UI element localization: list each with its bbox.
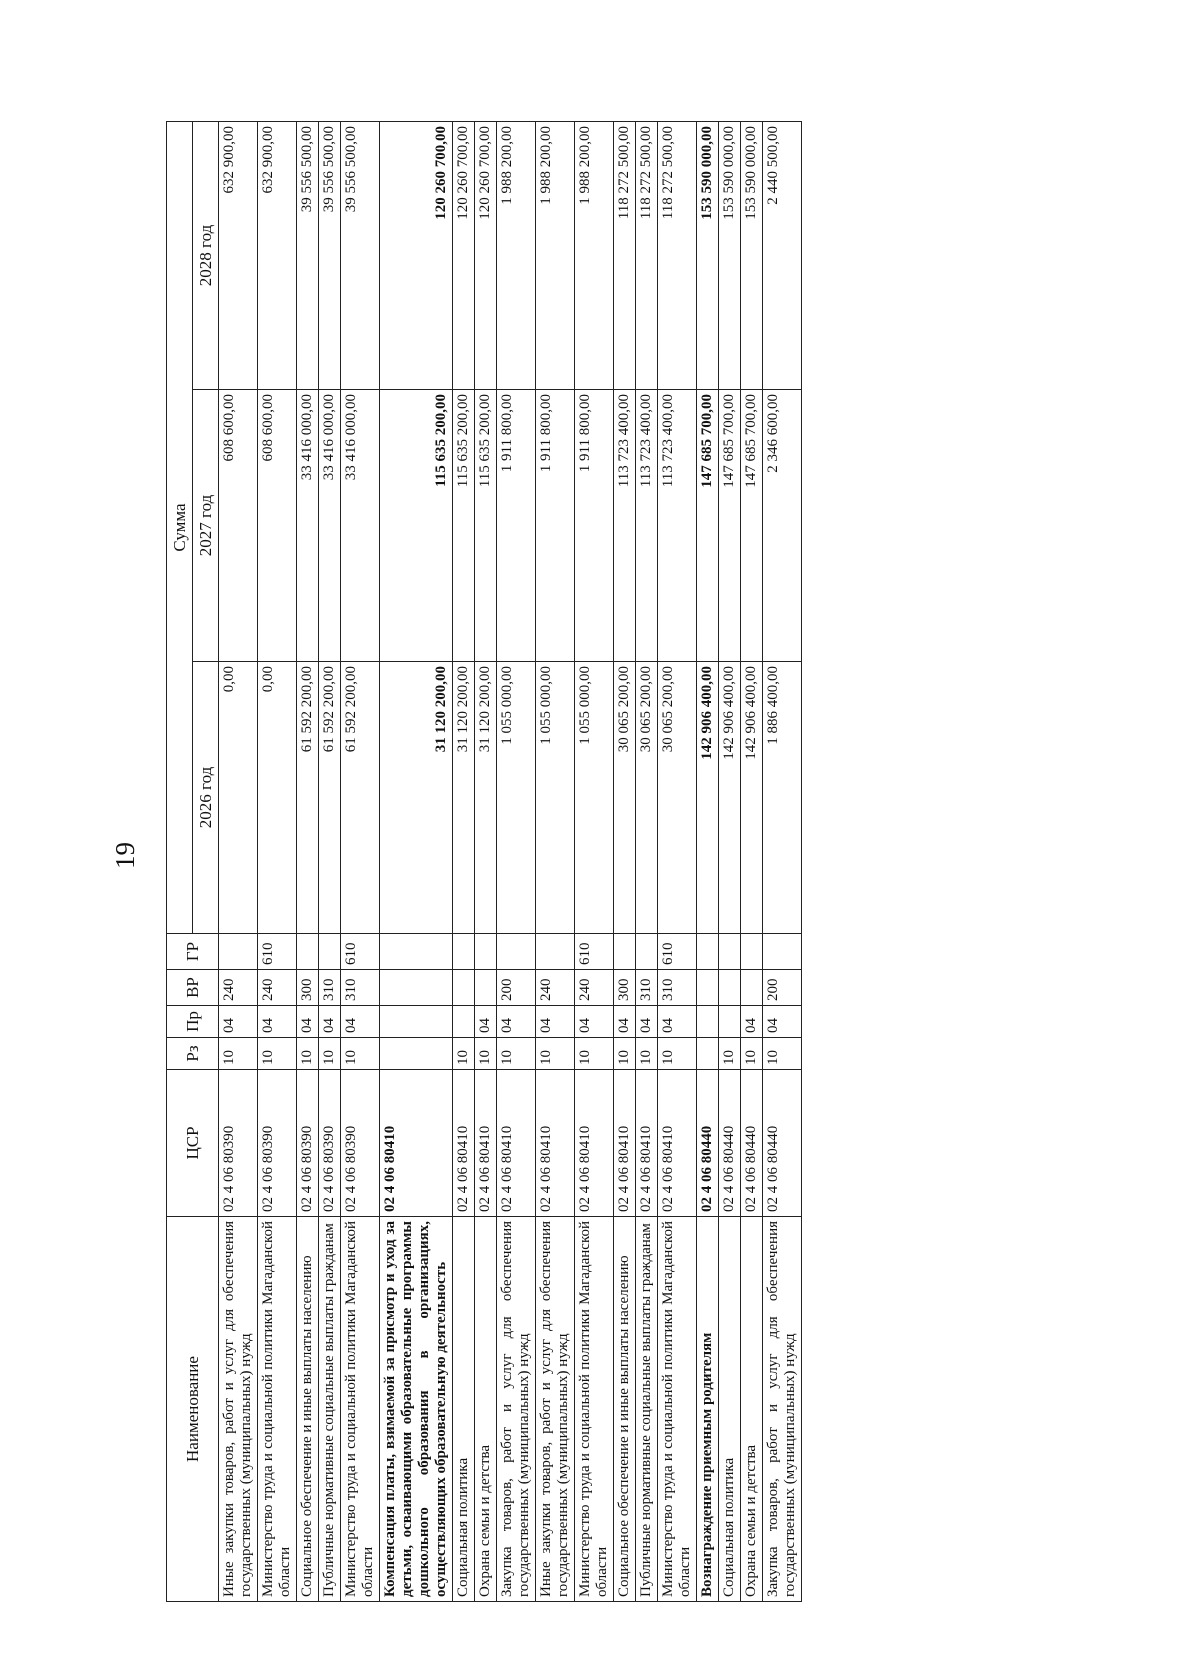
row-amount-2028: 1 988 200,00 [536, 122, 575, 390]
row-amount-2026: 1 055 000,00 [536, 662, 575, 934]
row-gr-cell [741, 934, 763, 970]
row-csr-cell: 02 4 06 80410 [614, 1070, 636, 1217]
header-year-2027: 2027 год [193, 390, 219, 662]
row-pr-cell: 04 [475, 1006, 497, 1038]
row-csr-cell: 02 4 06 80390 [319, 1070, 341, 1217]
row-amount-2026: 61 592 200,00 [341, 662, 380, 934]
row-amount-2028: 39 556 500,00 [297, 122, 319, 390]
row-name-cell: Министерство труда и социальной политики Магаданской области [258, 1217, 297, 1602]
row-amount-2027: 113 723 400,00 [636, 390, 658, 662]
row-pr-cell: 04 [763, 1006, 802, 1038]
table-row [258, 122, 297, 1602]
row-amount-2028: 1 988 200,00 [497, 122, 536, 390]
row-gr-cell [453, 934, 475, 970]
row-csr-cell: 02 4 06 80440 [763, 1070, 802, 1217]
row-name-cell: Вознаграждение приемным родителям [697, 1217, 719, 1602]
header-year-2026: 2026 год [193, 662, 219, 934]
row-rz-cell: 10 [497, 1038, 536, 1070]
row-amount-2027: 113 723 400,00 [658, 390, 697, 662]
row-csr-cell: 02 4 06 80390 [341, 1070, 380, 1217]
row-vr-cell [741, 970, 763, 1006]
row-vr-cell: 300 [297, 970, 319, 1006]
row-amount-2027: 115 635 200,00 [380, 390, 453, 662]
row-gr-cell: 610 [575, 934, 614, 970]
table-row [475, 122, 497, 1602]
row-amount-2027: 113 723 400,00 [614, 390, 636, 662]
row-rz-cell: 10 [741, 1038, 763, 1070]
row-amount-2027: 2 346 600,00 [763, 390, 802, 662]
row-vr-cell: 200 [497, 970, 536, 1006]
row-amount-2026: 31 120 200,00 [475, 662, 497, 934]
row-csr-cell: 02 4 06 80390 [258, 1070, 297, 1217]
row-amount-2026: 142 906 400,00 [741, 662, 763, 934]
row-rz-cell: 10 [575, 1038, 614, 1070]
row-csr-cell: 02 4 06 80390 [219, 1070, 258, 1217]
row-amount-2026: 1 886 400,00 [763, 662, 802, 934]
row-amount-2028: 632 900,00 [258, 122, 297, 390]
table-row [297, 122, 319, 1602]
row-amount-2027: 608 600,00 [219, 390, 258, 662]
row-pr-cell: 04 [536, 1006, 575, 1038]
row-name-cell: Иные закупки товаров, работ и услуг для обеспечения государственных (муниципальных) нужд [219, 1217, 258, 1602]
row-name-cell: Министерство труда и социальной политики Магаданской области [575, 1217, 614, 1602]
row-vr-cell [475, 970, 497, 1006]
row-rz-cell: 10 [297, 1038, 319, 1070]
row-amount-2027: 115 635 200,00 [453, 390, 475, 662]
row-amount-2028: 120 260 700,00 [380, 122, 453, 390]
row-csr-cell: 02 4 06 80390 [297, 1070, 319, 1217]
row-gr-cell [380, 934, 453, 970]
table-row [741, 122, 763, 1602]
row-vr-cell: 240 [258, 970, 297, 1006]
row-rz-cell: 10 [719, 1038, 741, 1070]
row-amount-2028: 120 260 700,00 [453, 122, 475, 390]
row-amount-2027: 1 911 800,00 [575, 390, 614, 662]
row-gr-cell [614, 934, 636, 970]
row-vr-cell: 310 [636, 970, 658, 1006]
row-amount-2028: 39 556 500,00 [319, 122, 341, 390]
row-vr-cell: 310 [319, 970, 341, 1006]
header-year-2028: 2028 год [193, 122, 219, 390]
header-gr: ГР [167, 934, 219, 970]
table-row [219, 122, 258, 1602]
row-amount-2027: 33 416 000,00 [341, 390, 380, 662]
row-csr-cell: 02 4 06 80410 [453, 1070, 475, 1217]
row-rz-cell: 10 [763, 1038, 802, 1070]
row-csr-cell: 02 4 06 80410 [475, 1070, 497, 1217]
row-amount-2026: 30 065 200,00 [636, 662, 658, 934]
row-name-cell: Публичные нормативные социальные выплаты гражданам [636, 1217, 658, 1602]
row-amount-2026: 1 055 000,00 [575, 662, 614, 934]
row-pr-cell: 04 [741, 1006, 763, 1038]
row-pr-cell: 04 [258, 1006, 297, 1038]
row-amount-2026: 30 065 200,00 [614, 662, 636, 934]
row-gr-cell [719, 934, 741, 970]
row-amount-2028: 153 590 000,00 [719, 122, 741, 390]
row-vr-cell: 240 [575, 970, 614, 1006]
table-row [497, 122, 536, 1602]
row-amount-2028: 632 900,00 [219, 122, 258, 390]
row-vr-cell [719, 970, 741, 1006]
row-vr-cell: 310 [658, 970, 697, 1006]
table-row [453, 122, 475, 1602]
row-csr-cell: 02 4 06 80410 [636, 1070, 658, 1217]
row-amount-2027: 147 685 700,00 [697, 390, 719, 662]
row-amount-2027: 147 685 700,00 [741, 390, 763, 662]
row-gr-cell [697, 934, 719, 970]
row-pr-cell: 04 [497, 1006, 536, 1038]
table-row [697, 122, 719, 1602]
row-vr-cell: 300 [614, 970, 636, 1006]
row-csr-cell: 02 4 06 80410 [497, 1070, 536, 1217]
row-name-cell: Министерство труда и социальной политики Магаданской области [658, 1217, 697, 1602]
row-pr-cell: 04 [658, 1006, 697, 1038]
row-name-cell: Охрана семьи и детства [475, 1217, 497, 1602]
row-csr-cell: 02 4 06 80440 [697, 1070, 719, 1217]
row-pr-cell [719, 1006, 741, 1038]
row-pr-cell: 04 [319, 1006, 341, 1038]
row-rz-cell: 10 [341, 1038, 380, 1070]
row-vr-cell: 200 [763, 970, 802, 1006]
row-amount-2027: 1 911 800,00 [536, 390, 575, 662]
row-gr-cell: 610 [258, 934, 297, 970]
row-amount-2027: 147 685 700,00 [719, 390, 741, 662]
row-vr-cell: 240 [536, 970, 575, 1006]
row-pr-cell: 04 [614, 1006, 636, 1038]
row-name-cell: Социальное обеспечение и иные выплаты населению [614, 1217, 636, 1602]
row-csr-cell: 02 4 06 80410 [575, 1070, 614, 1217]
row-gr-cell [536, 934, 575, 970]
row-name-cell: Охрана семьи и детства [741, 1217, 763, 1602]
row-amount-2028: 118 272 500,00 [636, 122, 658, 390]
row-amount-2028: 1 988 200,00 [575, 122, 614, 390]
row-vr-cell [380, 970, 453, 1006]
row-amount-2028: 120 260 700,00 [475, 122, 497, 390]
header-vr: ВР [167, 970, 219, 1006]
row-amount-2028: 153 590 000,00 [697, 122, 719, 390]
row-amount-2026: 1 055 000,00 [497, 662, 536, 934]
row-amount-2027: 608 600,00 [258, 390, 297, 662]
row-amount-2027: 33 416 000,00 [297, 390, 319, 662]
row-amount-2027: 1 911 800,00 [497, 390, 536, 662]
page-number: 19 [110, 842, 140, 869]
row-gr-cell: 610 [341, 934, 380, 970]
row-name-cell: Компенсация платы, взимаемой за присмотр и уход за детьми, осваивающими образовательные программы дошкольного образования в организациях, осуществляющих образовательную деятельность [380, 1217, 453, 1602]
header-pr: Пр [167, 1006, 219, 1038]
row-pr-cell: 04 [575, 1006, 614, 1038]
row-amount-2026: 61 592 200,00 [319, 662, 341, 934]
row-amount-2027: 33 416 000,00 [319, 390, 341, 662]
row-vr-cell [697, 970, 719, 1006]
row-name-cell: Социальная политика [453, 1217, 475, 1602]
row-name-cell: Закупка товаров, работ и услуг для обеспечения государственных (муниципальных) нужд [763, 1217, 802, 1602]
row-rz-cell [697, 1038, 719, 1070]
row-rz-cell [380, 1038, 453, 1070]
row-amount-2026: 31 120 200,00 [453, 662, 475, 934]
row-amount-2028: 118 272 500,00 [658, 122, 697, 390]
row-name-cell: Социальное обеспечение и иные выплаты населению [297, 1217, 319, 1602]
budget-table [166, 121, 802, 1602]
row-amount-2026: 142 906 400,00 [719, 662, 741, 934]
row-amount-2026: 30 065 200,00 [658, 662, 697, 934]
row-gr-cell [475, 934, 497, 970]
row-amount-2026: 61 592 200,00 [297, 662, 319, 934]
row-name-cell: Закупка товаров, работ и услуг для обеспечения государственных (муниципальных) нужд [497, 1217, 536, 1602]
table-row [658, 122, 697, 1602]
table-row [536, 122, 575, 1602]
row-amount-2026: 142 906 400,00 [697, 662, 719, 934]
table-row [380, 122, 453, 1602]
row-vr-cell: 240 [219, 970, 258, 1006]
table-body [219, 122, 802, 1602]
row-gr-cell [319, 934, 341, 970]
header-row-top [167, 122, 193, 1602]
row-rz-cell: 10 [636, 1038, 658, 1070]
table-row [636, 122, 658, 1602]
row-csr-cell: 02 4 06 80440 [719, 1070, 741, 1217]
header-rz: Рз [167, 1038, 219, 1070]
row-gr-cell [219, 934, 258, 970]
row-pr-cell [697, 1006, 719, 1038]
row-amount-2028: 153 590 000,00 [741, 122, 763, 390]
row-pr-cell: 04 [341, 1006, 380, 1038]
table-row [575, 122, 614, 1602]
row-amount-2026: 31 120 200,00 [380, 662, 453, 934]
row-rz-cell: 10 [536, 1038, 575, 1070]
header-name: Наименование [167, 1217, 219, 1602]
row-amount-2026: 0,00 [219, 662, 258, 934]
table-row [719, 122, 741, 1602]
row-amount-2028: 39 556 500,00 [341, 122, 380, 390]
row-gr-cell [636, 934, 658, 970]
row-rz-cell: 10 [258, 1038, 297, 1070]
row-name-cell: Иные закупки товаров, работ и услуг для обеспечения государственных (муниципальных) нужд [536, 1217, 575, 1602]
row-amount-2026: 0,00 [258, 662, 297, 934]
rotated-table-container [166, 122, 1104, 1602]
row-amount-2028: 118 272 500,00 [614, 122, 636, 390]
row-gr-cell: 610 [658, 934, 697, 970]
row-name-cell: Социальная политика [719, 1217, 741, 1602]
header-csr: ЦСР [167, 1070, 219, 1217]
table-row [319, 122, 341, 1602]
row-vr-cell [453, 970, 475, 1006]
row-name-cell: Министерство труда и социальной политики Магаданской области [341, 1217, 380, 1602]
row-csr-cell: 02 4 06 80410 [536, 1070, 575, 1217]
row-rz-cell: 10 [319, 1038, 341, 1070]
row-rz-cell: 10 [219, 1038, 258, 1070]
row-rz-cell: 10 [453, 1038, 475, 1070]
row-rz-cell: 10 [614, 1038, 636, 1070]
row-amount-2028: 2 440 500,00 [763, 122, 802, 390]
row-csr-cell: 02 4 06 80410 [380, 1070, 453, 1217]
table-row [763, 122, 802, 1602]
row-name-cell: Публичные нормативные социальные выплаты гражданам [319, 1217, 341, 1602]
row-gr-cell [497, 934, 536, 970]
row-pr-cell [380, 1006, 453, 1038]
row-pr-cell: 04 [636, 1006, 658, 1038]
row-pr-cell [453, 1006, 475, 1038]
row-csr-cell: 02 4 06 80410 [658, 1070, 697, 1217]
row-rz-cell: 10 [658, 1038, 697, 1070]
row-rz-cell: 10 [475, 1038, 497, 1070]
row-pr-cell: 04 [219, 1006, 258, 1038]
table-row [341, 122, 380, 1602]
row-amount-2027: 115 635 200,00 [475, 390, 497, 662]
row-gr-cell [763, 934, 802, 970]
row-vr-cell: 310 [341, 970, 380, 1006]
row-csr-cell: 02 4 06 80440 [741, 1070, 763, 1217]
header-sum: Сумма [167, 122, 193, 934]
table-row [614, 122, 636, 1602]
row-pr-cell: 04 [297, 1006, 319, 1038]
row-gr-cell [297, 934, 319, 970]
